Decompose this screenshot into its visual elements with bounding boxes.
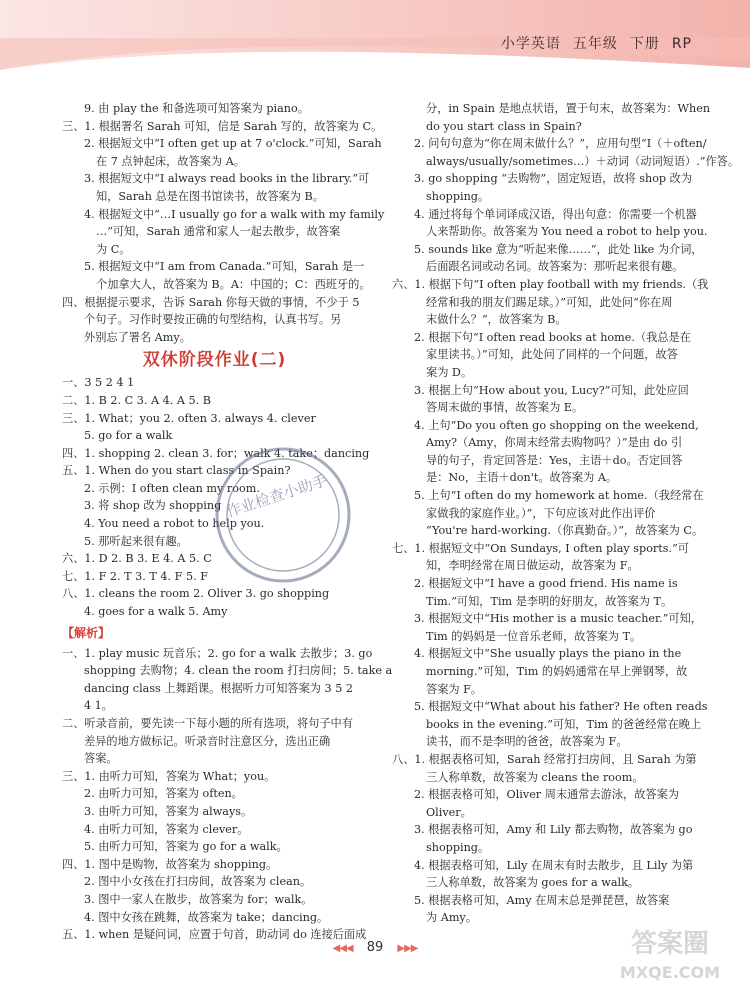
analysis-line: 知，李明经常在周日做运动，故答案为 F。	[426, 559, 639, 573]
answer-key-line: 七、1. F 2. T 3. T 4. F 5. F	[62, 569, 208, 583]
analysis-line: 5. 根据表格可知，Amy 在周末总是弹琵琶，故答案	[414, 893, 670, 907]
analysis-line: 2. 根据下句“I often read books at home.（我总是在	[414, 330, 691, 344]
answer-line: 个句子。习作时要按正确的句型结构，认真书写。另	[84, 313, 342, 327]
answer-line: 四、根据提示要求，告诉 Sarah 你每天做的事情，不少于 5	[62, 295, 360, 309]
answer-key-line: 三、1. What；you 2. often 3. always 4. clever	[62, 411, 316, 425]
answer-key-line: 五、1. When do you start class in Spain?	[62, 464, 291, 478]
analysis-line: 4. 由听力可知，答案为 clever。	[84, 822, 249, 836]
analysis-line: dancing class 上舞蹈课。根据听力可知答案为 3 5 2	[84, 681, 354, 695]
answer-line: 5. 根据短文中“I am from Canada.”可知，Sarah 是一	[84, 260, 365, 274]
analysis-line: shopping 去购物；4. clean the room 打扫房间；5. take a	[84, 664, 393, 678]
analysis-line: 末做什么？”，故答案为 B。	[426, 313, 567, 327]
right-column	[392, 100, 740, 927]
analysis-line: 答案为 F。	[426, 682, 483, 696]
analysis-line: 2. 由听力可知，答案为 often。	[84, 787, 243, 801]
answer-key-line: 二、1. B 2. C 3. A 4. A 5. B	[62, 393, 211, 407]
answer-line: 为 C。	[96, 242, 131, 256]
answer-line: 三、1. 根据署名 Sarah 可知，信是 Sarah 写的，故答案为 C。	[62, 119, 383, 133]
analysis-label: 【解析】	[62, 625, 111, 640]
subject-label: 小学英语	[500, 36, 561, 52]
analysis-line: 5. 由听力可知，答案为 go for a walk。	[84, 840, 288, 854]
analysis-line: 4. 通过将每个单词译成汉语，得出句意：你需要一个机器	[414, 207, 697, 221]
analysis-line: 5. 上句“I often do my homework at home.（我经常在	[414, 489, 704, 503]
edition-label: RP	[671, 36, 692, 52]
analysis-line: 导的句子，肯定回答是：Yes，主语＋do。否定回答	[426, 453, 683, 467]
analysis-line: 八、1. 根据表格可知，Sarah 经常打扫房间，且 Sarah 为第	[392, 752, 697, 766]
analysis-line: 为 Amy。	[426, 911, 477, 925]
analysis-line: 人来帮助你。故答案为 You need a robot to help you.	[426, 225, 708, 239]
section-title: 双休阶段作业(二)	[142, 350, 287, 371]
analysis-line: 是：No，主语＋don't。故答案为 A。	[426, 471, 618, 485]
analysis-line: 七、1. 根据短文中“On Sundays, I often play sports.”可	[392, 541, 689, 555]
analysis-line: 家做我的家庭作业。）”，下句应该对此作出评价	[426, 506, 656, 520]
right-arrows-icon: ▶▶▶	[397, 943, 418, 954]
analysis-line: 4. 上句“Do you often go shopping on the weekend,	[414, 418, 699, 432]
analysis-line: 2. 根据表格可知，Oliver 周末通常去游泳，故答案为	[414, 788, 679, 802]
analysis-line: Tim.”可知，Tim 是李明的好朋友，故答案为 T。	[426, 594, 673, 608]
analysis-line: books in the evening.”可知，Tim 的爸爸经常在晚上	[426, 717, 702, 731]
svg-text:答案圈: 答案圈	[630, 929, 710, 959]
book-title	[489, 33, 692, 53]
analysis-line: 5. 根据短文中“What about his father? He often reads	[414, 700, 708, 714]
answer-line: 外别忘了署名 Amy。	[84, 330, 191, 344]
answer-line: 4. 根据短文中“…I usually go for a walk with my family	[84, 207, 385, 221]
analysis-line: 二、听录音前，要先读一下每小题的所有选项，将句子中有	[62, 717, 353, 730]
analysis-line: 2. 图中小女孩在打扫房间，故答案为 clean。	[84, 875, 312, 889]
page-number: 89	[366, 940, 384, 955]
answer-line: 3. 根据短文中“I always read books in the library.”可	[84, 172, 370, 186]
analysis-line: 答周末做的事情，故答案为 E。	[426, 401, 584, 415]
answer-line: 9. 由 play the 和备选项可知答案为 piano。	[84, 102, 309, 115]
answer-key-line: 八、1. cleans the room 2. Oliver 3. go shopping	[62, 587, 330, 601]
analysis-line: 五、1. when 是疑问词，应置于句首，助动词 do 连接后面成	[62, 928, 367, 942]
analysis-line: do you start class in Spain?	[426, 119, 582, 133]
analysis-line: 5. sounds like 意为“听起来像……”，此处 like 为介词，	[414, 242, 703, 256]
answer-line: 在 7 点钟起床，故答案为 A。	[96, 154, 245, 168]
analysis-line: 读书，而不是李明的爸爸，故答案为 F。	[426, 735, 628, 749]
left-arrows-icon: ◀◀◀	[332, 943, 353, 954]
analysis-line: 3. 根据短文中“His mother is a music teacher.”可知，	[414, 612, 702, 626]
watermark-logo	[600, 918, 740, 986]
answer-line: …”可知，Sarah 通常和家人一起去散步，故答案	[96, 225, 341, 239]
term-label: 下册	[629, 36, 660, 52]
analysis-line: Amy?（Amy，你周末经常去购物吗？）”是由 do 引	[426, 436, 683, 450]
answer-key-line: 4. You need a robot to help you.	[84, 517, 265, 531]
analysis-line: 六、1. 根据下句“I often play football with my friends.（我	[392, 277, 709, 291]
analysis-line: 差异的地方做标记。听录音时注意区分，选出正确	[84, 734, 331, 748]
analysis-line: 一、1. play music 玩音乐；2. go for a walk 去散步；3. go	[62, 646, 373, 660]
analysis-line: 4. 根据表格可知，Lily 在周末有时去散步，且 Lily 为第	[414, 858, 694, 872]
stamp-text: 作业检查小助手	[224, 471, 330, 521]
analysis-line: 三人称单数，故答案为 goes for a walk。	[426, 876, 640, 890]
analysis-line: 3. 根据表格可知，Amy 和 Lily 都去购物，故答案为 go	[414, 823, 693, 837]
grade-label: 五年级	[572, 36, 618, 52]
answer-key-line: 六、1. D 2. B 3. E 4. A 5. C	[62, 552, 212, 566]
analysis-line: shopping。	[426, 840, 490, 854]
answer-key-line: 一、3 5 2 4 1	[62, 376, 135, 390]
analysis-line: 3. 根据上句“How about you, Lucy?”可知，此处应回	[414, 383, 689, 397]
analysis-line: morning.”可知，Tim 的妈妈通常在早上弹钢琴，故	[426, 665, 688, 678]
analysis-line: 经常和我的朋友们踢足球。）”可知，此处问“你在周	[426, 295, 673, 309]
analysis-line: Oliver。	[426, 805, 472, 819]
analysis-line: 4 1。	[84, 699, 113, 713]
analysis-line: 四、1. 图中是购物，故答案为 shopping。	[62, 857, 278, 871]
analysis-line: 案为 D。	[426, 365, 473, 379]
analysis-line: 3. 由听力可知，答案为 always。	[84, 804, 253, 818]
analysis-line: shopping。	[426, 189, 490, 203]
analysis-line: 4. 图中女孩在跳舞，故答案为 take；dancing。	[84, 910, 329, 924]
analysis-line: 2. 根据短文中“I have a good friend. His name is	[414, 577, 678, 591]
homework-check-stamp	[208, 440, 358, 590]
analysis-line: always/usually/sometimes…）＋动词（动词短语）.”作答。	[426, 154, 740, 168]
answer-key-line: 4. goes for a walk 5. Amy	[84, 605, 228, 619]
answer-line: 2. 根据短文中“I often get up at 7 o'clock.”可知，Sarah	[84, 137, 382, 151]
answer-key-line: 四、1. shopping 2. clean 3. for；walk 4. take；dancing	[62, 446, 370, 460]
analysis-line: 3. 图中一家人在散步，故答案为 for；walk。	[84, 892, 313, 906]
analysis-line: Tim 的妈妈是一位音乐老师，故答案为 T。	[426, 629, 642, 643]
analysis-heading	[62, 621, 367, 645]
analysis-line: 3. go shopping “去购物”，固定短语，故将 shop 改为	[414, 172, 693, 186]
analysis-line: 4. 根据短文中“She usually plays the piano in the	[414, 647, 682, 661]
analysis-line: 后面跟名词或动名词。故答案为：那听起来很有趣。	[426, 260, 684, 274]
answer-key-line: 5. 那听起来很有趣。	[84, 534, 188, 548]
analysis-line: 分，in Spain 是地点状语，置于句末，故答案为：When	[426, 102, 711, 115]
analysis-line: 家里读书。）”可知，此处问了同样的一个问题，故答	[426, 348, 678, 362]
analysis-line: 答案。	[84, 752, 118, 766]
answer-line: 知，Sarah 总是在图书馆读书，故答案为 B。	[96, 189, 324, 203]
answer-key-line: 3. 将 shop 改为 shopping	[84, 499, 222, 513]
analysis-line: 2. 问句句意为“你在周末做什么？”，应用句型“I（＋often/	[414, 137, 707, 151]
answer-key-line: 5. go for a walk	[84, 429, 173, 443]
answer-key-line: 2. 示例：I often clean my room.	[84, 481, 260, 495]
analysis-line: 三、1. 由听力可知，答案为 What；you。	[62, 769, 276, 783]
analysis-line: “You're hard-working.（你真勤奋。）”，故答案为 C。	[426, 524, 704, 538]
svg-text:MXQE.COM: MXQE.COM	[619, 963, 721, 982]
analysis-line: 三人称单数，故答案为 cleans the room。	[426, 770, 644, 784]
answer-line: 个加拿大人，故答案为 B。A：中国的；C：西班牙的。	[96, 277, 371, 291]
